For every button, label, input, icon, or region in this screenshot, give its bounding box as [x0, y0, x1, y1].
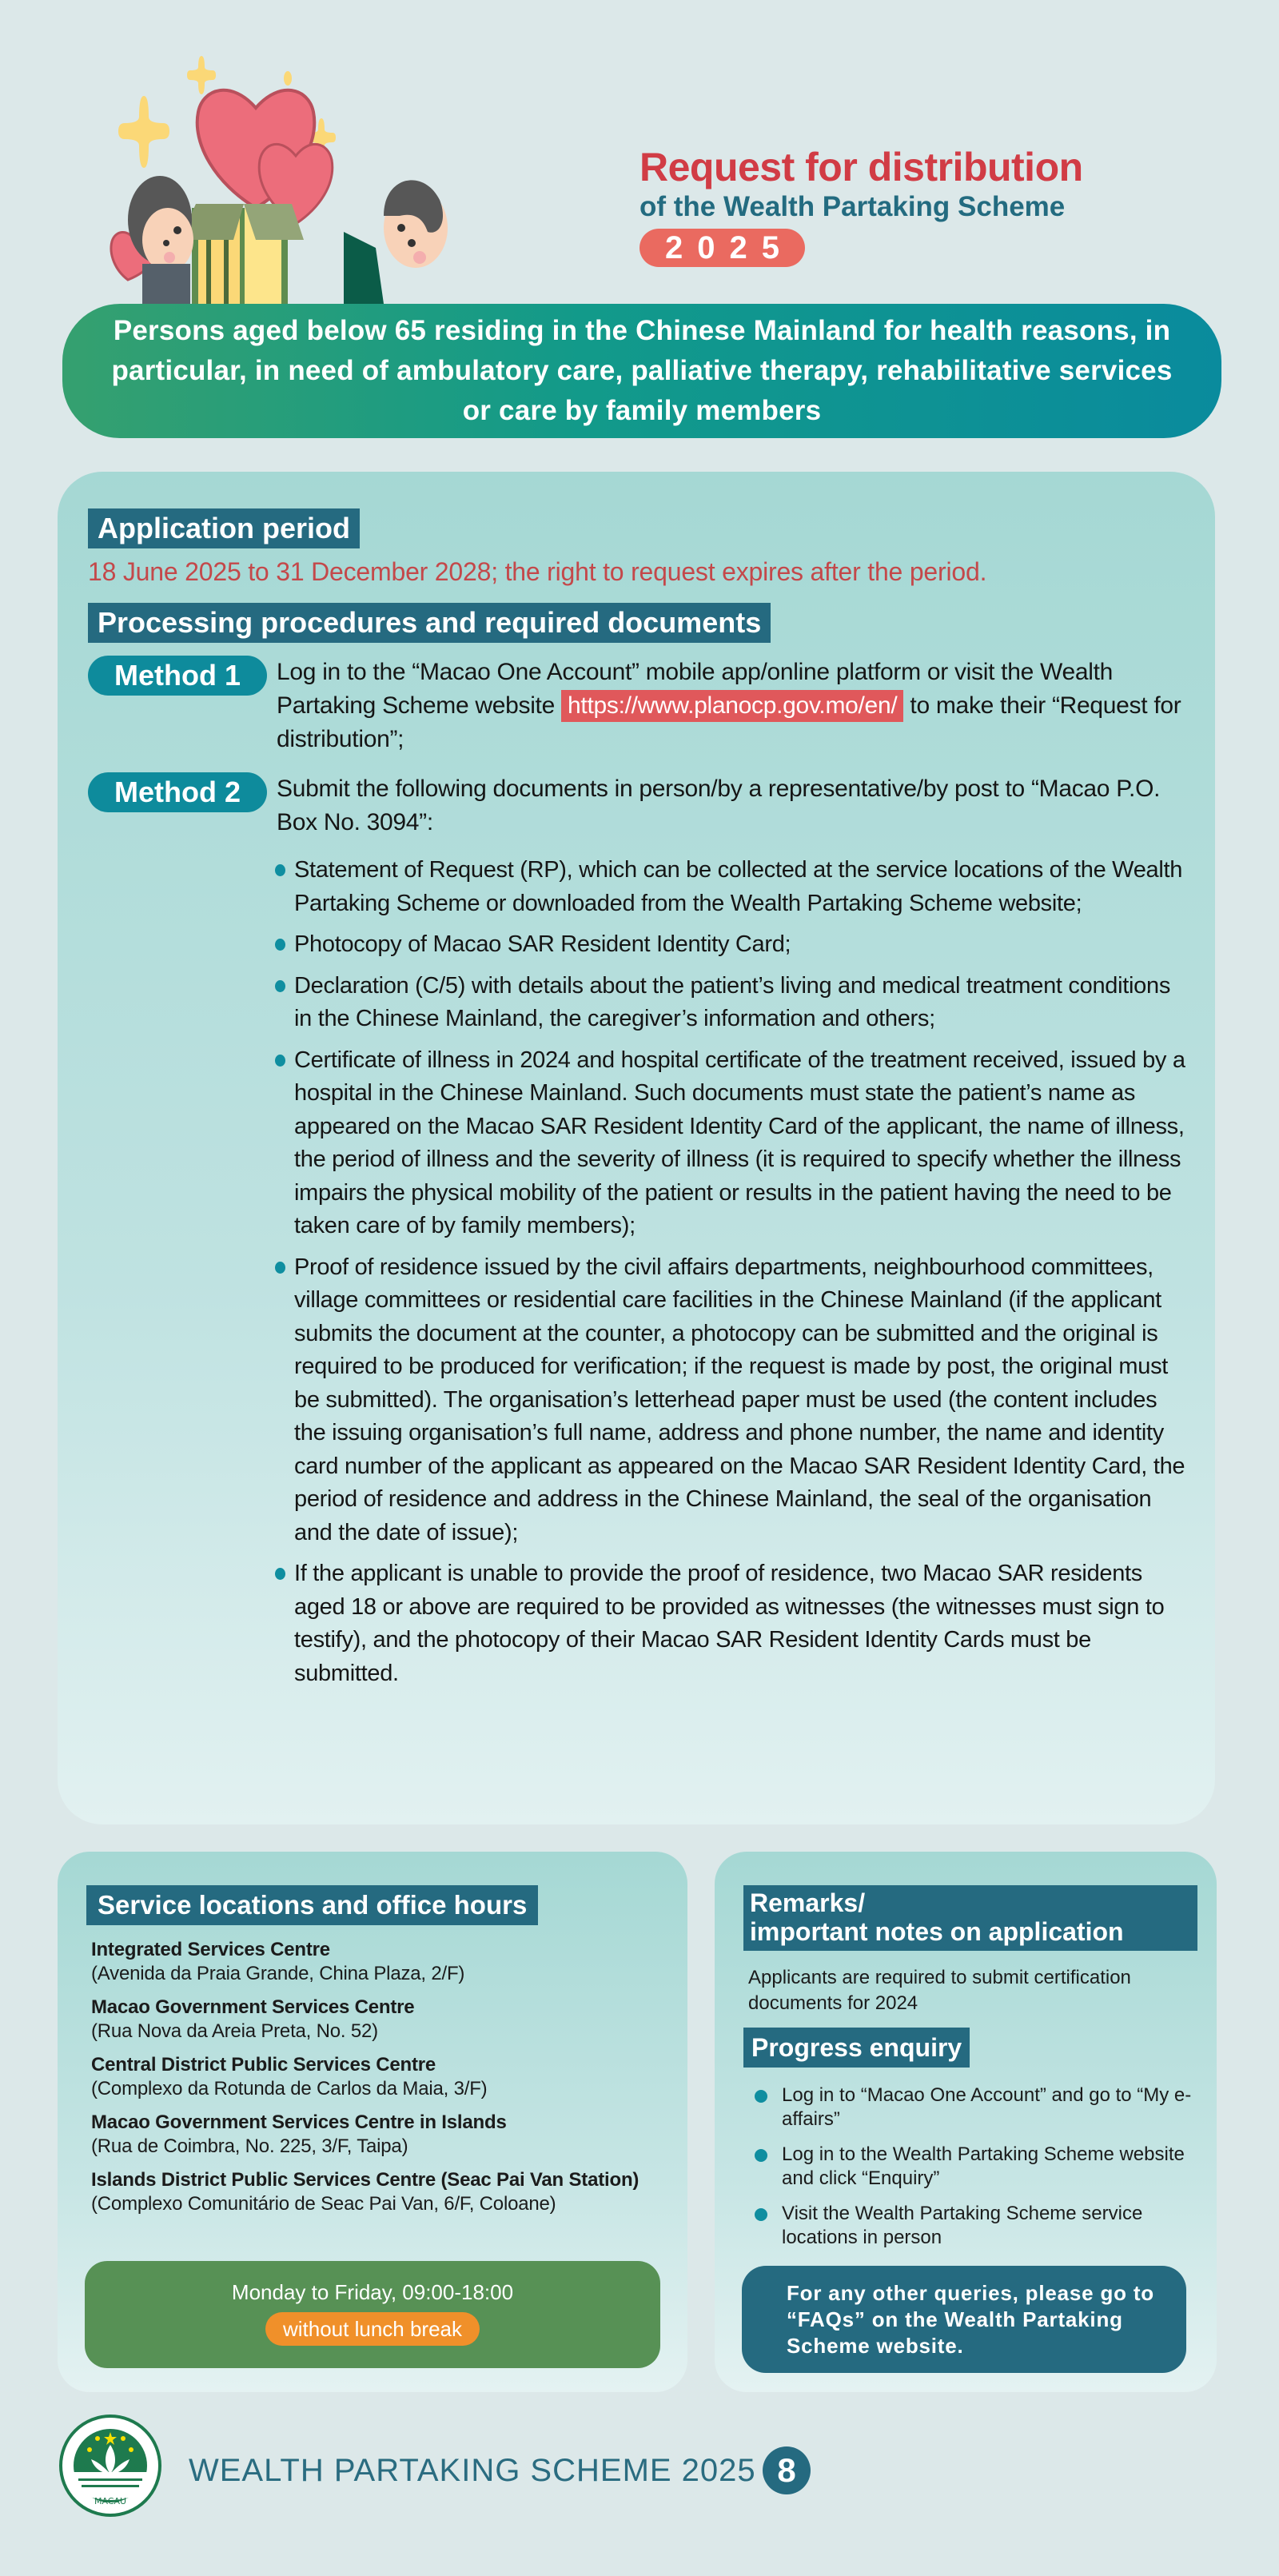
macao-emblem-icon — [59, 2415, 161, 2517]
procedures-heading: Processing procedures and required documents — [88, 603, 771, 643]
location-address: (Complexo Comunitário de Seac Pai Van, 6/F, Coloane) — [91, 2193, 556, 2215]
list-item — [275, 1251, 1186, 1550]
progress-enquiry-heading: Progress enquiry — [743, 2028, 970, 2068]
method-1 — [88, 656, 1183, 756]
location-item — [91, 2111, 675, 2159]
scheme-website-link[interactable]: https://www.planocp.gov.mo/en/ — [561, 690, 903, 722]
enquiry-text: Log in to “Macao One Account” and go to “My e-affairs” — [782, 2084, 1192, 2130]
bullet-icon — [275, 864, 285, 876]
method-1-label: Method 1 — [88, 656, 267, 696]
location-name: Macao Government Services Centre — [91, 1996, 415, 2018]
remarks-text: Applicants are required to submit certification documents for 2024 — [748, 1967, 1131, 2014]
location-address: (Rua Nova da Areia Preta, No. 52) — [91, 2020, 378, 2042]
remarks-heading — [743, 1885, 1197, 1951]
list-item — [275, 970, 1186, 1036]
method-2-text: Submit the following documents in person/by a representative/by post to “Macao P.O. Box No. 3094”: — [277, 776, 1161, 835]
no-lunch-break-badge: without lunch break — [265, 2312, 480, 2346]
eligibility-text: Persons aged below 65 residing in the Chinese Mainland for health reasons, in particular, in need of ambulatory care, palliative therapy, rehabilitative services or care by family members — [111, 315, 1173, 426]
location-name: Central District Public Services Centre — [91, 2054, 436, 2076]
remarks-heading-line-2: important notes on application — [750, 1917, 1124, 1946]
document-text: Photocopy of Macao SAR Resident Identity Card; — [294, 931, 791, 957]
page-title: Request for distribution — [640, 145, 1083, 189]
list-item — [755, 2084, 1202, 2131]
location-address: (Rua de Coimbra, No. 225, 3/F, Taipa) — [91, 2135, 408, 2157]
bullet-icon — [275, 1055, 285, 1067]
list-item — [275, 1557, 1186, 1690]
list-item — [275, 854, 1186, 920]
service-locations-card — [58, 1852, 687, 2392]
bullet-icon — [755, 2090, 767, 2103]
office-hours-box — [85, 2261, 660, 2368]
eligibility-banner — [62, 304, 1221, 438]
title-block — [640, 144, 1183, 267]
list-item — [755, 2202, 1202, 2250]
application-period-text: 18 June 2025 to 31 December 2028; the right to request expires after the period. — [88, 557, 987, 586]
bullet-icon — [275, 980, 285, 992]
bullet-icon — [275, 1568, 285, 1580]
faq-note: For any other queries, please go to “FAQs” on the Wealth Partaking Scheme website. — [742, 2266, 1186, 2373]
remarks-card — [715, 1852, 1217, 2392]
document-text: Statement of Request (RP), which can be collected at the service locations of the Wealth Partaking Scheme or downloaded from the Wealth Partaking Scheme website; — [294, 857, 1183, 916]
emblem-label: MACAU — [94, 2496, 127, 2506]
method-1-text-before: Log in to the “Macao One Account” mobile app/online platform or visit the Wealth Partaking Scheme website — [277, 659, 1114, 719]
bullet-icon — [275, 939, 285, 951]
footer-scheme-name: WEALTH PARTAKING SCHEME 2025 — [189, 2453, 756, 2488]
location-address: (Avenida da Praia Grande, China Plaza, 2/F) — [91, 1963, 465, 1984]
document-text: Certificate of illness in 2024 and hospital certificate of the treatment received, issued by a hospital in the Chinese Mainland. Such documents must state the patient’s name as appeared on the Macao SAR Resident Identity Card of the applicant, the name of illness, the period of illness and the severity of illness (it is required to specify whether the illness impairs the physical mobility of the patient or results in the patient having the need to be taken care of by family members); — [294, 1047, 1185, 1238]
list-item — [275, 1044, 1186, 1243]
progress-enquiry-list — [755, 2084, 1202, 2261]
location-name: Islands District Public Services Centre (Seac Pai Van Station) — [91, 2169, 640, 2191]
enquiry-text: Visit the Wealth Partaking Scheme service locations in person — [782, 2203, 1143, 2248]
document-text: Declaration (C/5) with details about the patient’s living and medical treatment conditions in the Chinese Mainland, the caregiver’s information and others; — [294, 972, 1171, 1031]
remarks-heading-line-1: Remarks/ — [750, 1888, 866, 1917]
year-badge: 2025 — [640, 229, 805, 267]
list-item — [275, 928, 1186, 962]
page-subtitle: of the Wealth Partaking Scheme — [640, 191, 1066, 222]
list-item — [755, 2143, 1202, 2191]
location-item — [91, 2053, 675, 2101]
document-text: Proof of residence issued by the civil affairs departments, neighbourhood committees, village committees or residential care facilities in the Chinese Mainland (if the applicant submits the document at the counter, a photocopy can be submitted and the original is required to be produced for verification; if the request is made by post, the original must be submitted). The organisation’s letterhead paper must be used (the content includes the issuing organisation’s full name, address and phone number, the name and identity card number of the applicant as appeared on the Macao SAR Resident Identity Card, the period of residence and address in the Chinese Mainland, the seal of the organisation and the date of issue); — [294, 1254, 1185, 1545]
office-hours-text: Monday to Friday, 09:00-18:00 — [231, 2280, 514, 2304]
bullet-icon — [755, 2208, 767, 2221]
bullet-icon — [275, 1262, 285, 1274]
location-name: Macao Government Services Centre in Islands — [91, 2111, 507, 2133]
method-2-label: Method 2 — [88, 772, 267, 812]
document-text: If the applicant is unable to provide the proof of residence, two Macao SAR residents aged 18 or above are required to be provided as witnesses (the witnesses must sign to testify), and the photocopy of their Macao SAR Resident Identity Cards must be submitted. — [294, 1561, 1165, 1686]
service-locations-list — [91, 1938, 675, 2226]
page-number: 8 — [763, 2446, 811, 2494]
method-1-text — [277, 656, 1183, 756]
location-item — [91, 1996, 675, 2044]
method-1-text-after: to make their “Request for distribution”; — [277, 692, 1181, 752]
main-info-card — [58, 472, 1215, 1824]
location-address: (Complexo da Rotunda de Carlos da Maia, 3/F) — [91, 2078, 488, 2099]
service-locations-heading: Service locations and office hours — [86, 1885, 538, 1925]
required-documents-list — [275, 854, 1186, 1698]
location-name: Integrated Services Centre — [91, 1939, 330, 1960]
method-2 — [88, 772, 1183, 839]
location-item — [91, 1938, 675, 1986]
bullet-icon — [755, 2149, 767, 2162]
enquiry-text: Log in to the Wealth Partaking Scheme website and click “Enquiry” — [782, 2143, 1185, 2189]
application-period-heading: Application period — [88, 508, 360, 548]
location-item — [91, 2168, 675, 2216]
hero-illustration — [104, 48, 552, 304]
